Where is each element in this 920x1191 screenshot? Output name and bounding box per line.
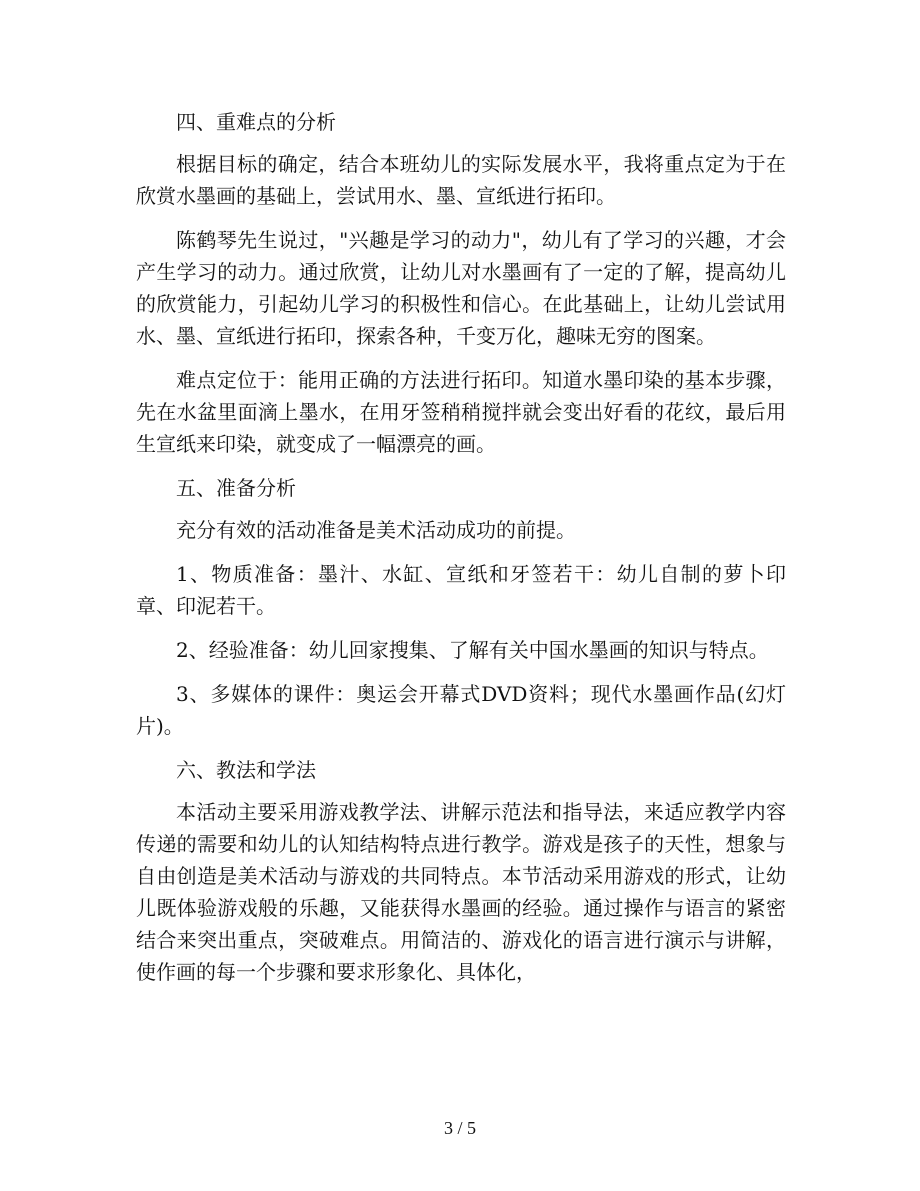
paragraph-interest: 陈鹤琴先生说过，"兴趣是学习的动力"，幼儿有了学习的兴趣，才会产生学习的动力。通过欣赏，让幼儿对水墨画有了一定的了解，提高幼儿的欣赏能力，引起幼儿学习的积极性和信心。在此基础上，让幼儿尝试用水、墨、宣纸进行拓印，探索各种，千变万化，趣味无穷的图案。	[136, 228, 786, 348]
section-heading-6: 六、教法和学法	[176, 758, 316, 782]
paragraph-experience-preparation: 2、经验准备：幼儿回家搜集、了解有关中国水墨画的知识与特点。	[176, 638, 769, 662]
paragraph-key-points: 根据目标的确定，结合本班幼儿的实际发展水平，我将重点定为于在欣赏水墨画的基础上，尝试用水、墨、宣纸进行拓印。	[136, 152, 786, 208]
paragraph-multimedia-preparation: 3、多媒体的课件：奥运会开幕式DVD资料；现代水墨画作品(幻灯片)。	[136, 682, 786, 738]
paragraph-teaching-methods: 本活动主要采用游戏教学法、讲解示范法和指导法，来适应教学内容传递的需要和幼儿的认知结构特点进行教学。游戏是孩子的天性，想象与自由创造是美术活动与游戏的共同特点。本节活动采用游戏的形式，让幼儿既体验游戏般的乐趣，又能获得水墨画的经验。通过操作与语言的紧密结合来突出重点，突破难点。用简洁的、游戏化的语言进行演示与讲解，使作画的每一个步骤和要求形象化、具体化，	[136, 800, 786, 984]
paragraph-material-preparation: 1、物质准备：墨汁、水缸、宣纸和牙签若干：幼儿自制的萝卜印章、印泥若干。	[136, 562, 786, 618]
page-number: 3 / 5	[443, 1118, 476, 1138]
section-heading-5: 五、准备分析	[176, 476, 296, 500]
document-body	[136, 106, 786, 1000]
paragraph-difficult-points: 难点定位于：能用正确的方法进行拓印。知道水墨印染的基本步骤，先在水盆里面滴上墨水，在用牙签稍稍搅拌就会变出好看的花纹，最后用生宣纸来印染，就变成了一幅漂亮的画。	[136, 368, 786, 456]
section-heading-4: 四、重难点的分析	[176, 110, 336, 134]
paragraph-preparation-intro: 充分有效的活动准备是美术活动成功的前提。	[176, 518, 576, 542]
